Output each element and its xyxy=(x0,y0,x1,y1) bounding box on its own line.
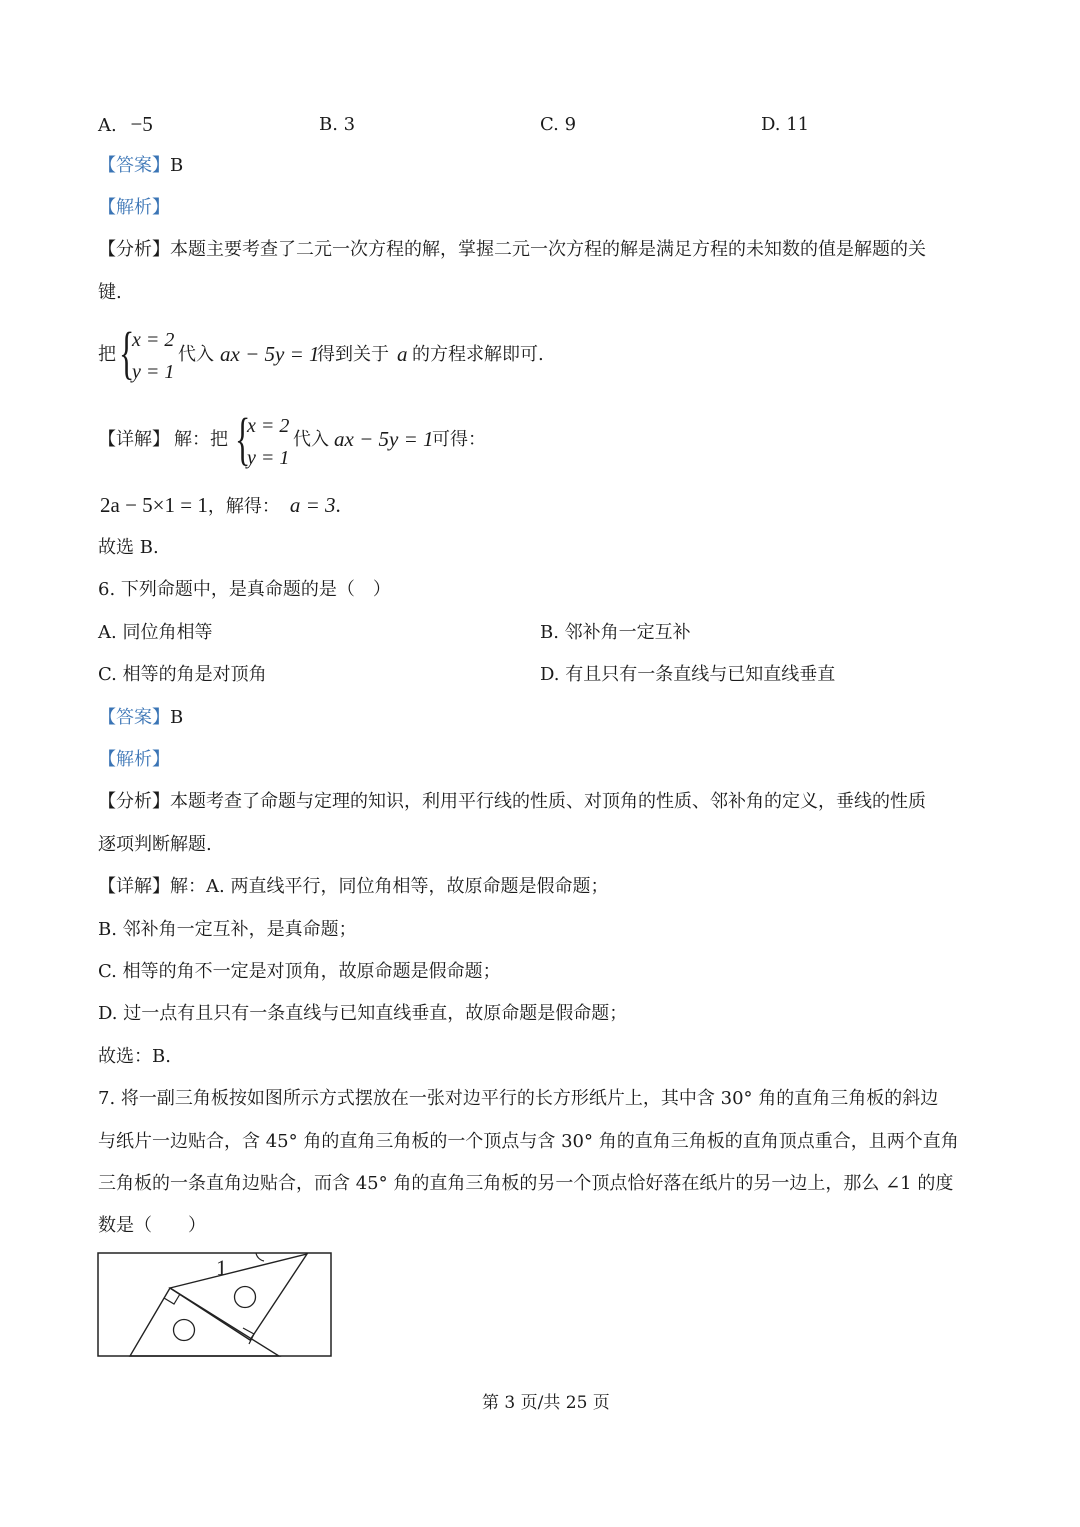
circle-hole-1 xyxy=(235,1287,256,1308)
q6-answer xyxy=(98,709,183,727)
fenxi-text: 本题考查了命题与定理的知识，利用平行线的性质、对顶角的性质、邻补角的定义，垂线的性质 xyxy=(170,791,926,812)
system-y: y = 1 xyxy=(132,361,175,383)
sub-post: 得到关于 xyxy=(317,344,389,365)
fenxi-text: 本题主要考查了二元一次方程的解，掌握二元一次方程的解是满足方程的未知数的值是解题的关 xyxy=(170,239,926,260)
system-x: x = 2 xyxy=(132,329,175,351)
q5-fenxi-line2: 键. xyxy=(98,282,122,303)
angle-1-label: 1 xyxy=(216,1255,227,1280)
triangle-45 xyxy=(130,1288,279,1356)
sub-prefix: 把 xyxy=(98,344,116,365)
q7-line-3: 三角板的一条直角边贴合，而含 45° 角的直角三角板的另一个顶点恰好落在纸片的另一边上，那么 ∠1 的度 xyxy=(98,1173,954,1194)
answer-tag: 【答案】 xyxy=(98,155,170,176)
triangle-30 xyxy=(170,1254,307,1340)
equation-2: ax − 5y = 1 xyxy=(334,427,434,451)
q7-line-2: 与纸片一边贴合，含 45° 角的直角三角板的一个顶点与含 30° 角的直角三角板的直角顶点重合，且两个直角 xyxy=(98,1131,959,1152)
equation: ax − 5y = 1 xyxy=(220,342,320,366)
detail-mid: 代入 xyxy=(293,429,329,450)
calc-end: . xyxy=(335,493,341,517)
q7-line-1: 7. 将一副三角板按如图所示方式摆放在一张对边平行的长方形纸片上，其中含 30° 角的直角三角板的斜边 xyxy=(98,1088,939,1109)
option-a-value: −5 xyxy=(130,112,153,136)
q6-option-a: A. 同位角相等 xyxy=(98,622,213,643)
angle-arc xyxy=(256,1253,264,1261)
q6-fenxi xyxy=(98,793,926,811)
option-a xyxy=(98,114,153,135)
calc-line xyxy=(100,495,341,516)
q5-answer xyxy=(98,157,183,175)
q6-option-b: B. 邻补角一定互补 xyxy=(540,622,691,643)
q5-conclusion: 故选 B. xyxy=(98,537,159,558)
fenxi-tag: 【分析】 xyxy=(98,791,170,812)
q6-conclusion: 故选：B. xyxy=(98,1046,171,1067)
q6-detail-d: D. 过一点有且只有一条直线与已知直线垂直，故原命题是假命题； xyxy=(98,1003,628,1024)
calc-result: a = 3 xyxy=(289,493,336,517)
option-a-label: A. xyxy=(98,115,117,136)
q6-fenxi-line2: 逐项判断解题. xyxy=(98,834,212,855)
paper-rectangle xyxy=(98,1253,331,1356)
q5-analysis-tag: 【解析】 xyxy=(98,197,170,218)
sub-mid: 代入 xyxy=(178,344,214,365)
system-y-2: y = 1 xyxy=(247,447,290,469)
detail-tag: 【详解】 xyxy=(98,429,170,450)
q6-option-c: C. 相等的角是对顶角 xyxy=(98,664,267,685)
q6-detail-a xyxy=(98,878,608,896)
detail-tag: 【详解】 xyxy=(98,876,170,897)
q7-line-4: 数是（ ） xyxy=(98,1215,206,1236)
q6-option-d: D. 有且只有一条直线与已知直线垂直 xyxy=(540,664,836,685)
option-c: C. 9 xyxy=(540,114,577,135)
detail-prefix: 解：把 xyxy=(174,429,228,450)
calc-expression: 2a − 5×1 = 1 xyxy=(100,493,208,517)
triangle-figure xyxy=(96,1250,336,1360)
answer-tag: 【答案】 xyxy=(98,707,170,728)
fenxi-tag: 【分析】 xyxy=(98,239,170,260)
q5-fenxi xyxy=(98,241,926,259)
option-d: D. 11 xyxy=(761,114,810,135)
q6-detail-b: B. 邻补角一定互补，是真命题； xyxy=(98,919,357,940)
system-x-2: x = 2 xyxy=(247,415,290,437)
page-footer: 第 3 页/共 25 页 xyxy=(482,1393,610,1413)
sub-end: 的方程求解即可. xyxy=(412,344,544,365)
q6-detail-c: C. 相等的角不一定是对顶角，故原命题是假命题； xyxy=(98,961,501,982)
left-brace-2: { xyxy=(235,406,251,471)
calc-mid: ，解得： xyxy=(207,496,280,517)
detail-post: 可得： xyxy=(432,429,486,450)
option-b: B. 3 xyxy=(319,114,356,135)
answer-value: B xyxy=(170,155,184,176)
left-brace: { xyxy=(119,320,135,385)
q6-stem: 6. 下列命题中，是真命题的是（ ） xyxy=(98,579,391,600)
circle-hole-2 xyxy=(174,1320,195,1341)
q6-analysis-tag: 【解析】 xyxy=(98,749,170,770)
var-a: a xyxy=(397,342,408,366)
answer-value: B xyxy=(170,707,184,728)
detail-a-text: 解：A. 两直线平行，同位角相等，故原命题是假命题； xyxy=(170,876,609,897)
